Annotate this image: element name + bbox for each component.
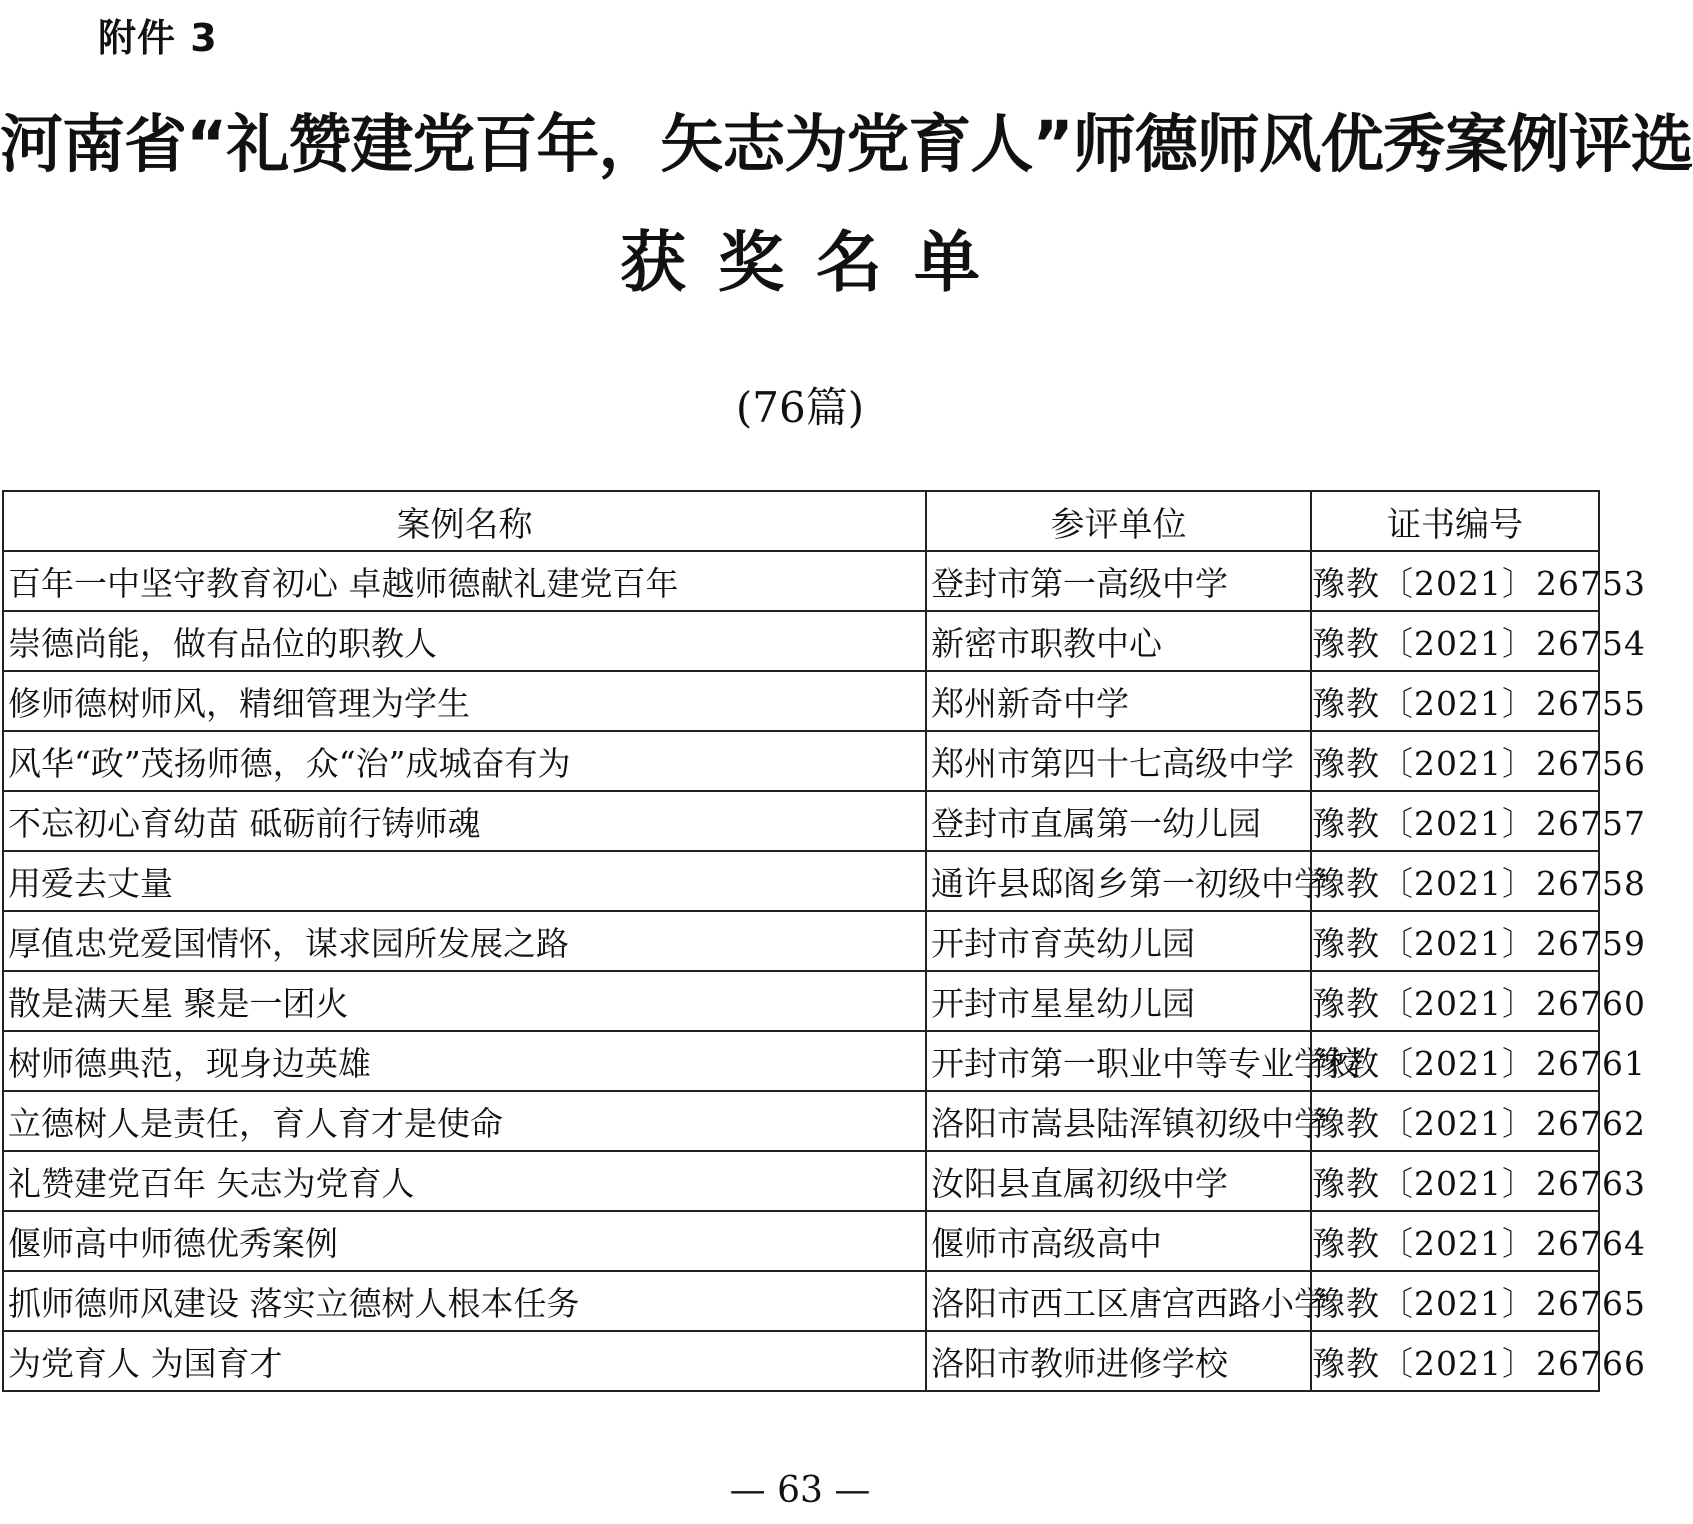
table-row xyxy=(3,971,1599,1031)
unit-cell: 新密市职教中心 xyxy=(926,611,1311,671)
document-title: 河南省“礼赞建党百年，矢志为党育人”师德师风优秀案例评选 xyxy=(0,108,1693,181)
certificate-number-cell: 豫教〔2021〕26755 xyxy=(1311,671,1599,731)
unit-cell: 通许县邸阁乡第一初级中学 xyxy=(926,851,1311,911)
column-header-case-name: 案例名称 xyxy=(3,491,926,551)
case-name-cell: 散是满天星 聚是一团火 xyxy=(3,971,926,1031)
certificate-number-cell: 豫教〔2021〕26758 xyxy=(1311,851,1599,911)
table-row xyxy=(3,1331,1599,1391)
attachment-label: 附件 3 xyxy=(98,16,218,60)
certificate-number-cell: 豫教〔2021〕26762 xyxy=(1311,1091,1599,1151)
table-header xyxy=(3,491,1599,551)
unit-cell: 开封市第一职业中等专业学校 xyxy=(926,1031,1311,1091)
certificate-number-cell: 豫教〔2021〕26760 xyxy=(1311,971,1599,1031)
awards-table xyxy=(2,490,1646,1392)
case-name-cell: 礼赞建党百年 矢志为党育人 xyxy=(3,1151,926,1211)
case-name-cell: 用爱去丈量 xyxy=(3,851,926,911)
unit-cell: 开封市星星幼儿园 xyxy=(926,971,1311,1031)
unit-cell: 郑州市第四十七高级中学 xyxy=(926,731,1311,791)
table-row xyxy=(3,1211,1599,1271)
unit-cell: 洛阳市教师进修学校 xyxy=(926,1331,1311,1391)
column-header-unit: 参评单位 xyxy=(926,491,1311,551)
case-name-cell: 修师德树师风，精细管理为学生 xyxy=(3,671,926,731)
unit-cell: 开封市育英幼儿园 xyxy=(926,911,1311,971)
unit-cell: 洛阳市嵩县陆浑镇初级中学 xyxy=(926,1091,1311,1151)
table-row xyxy=(3,611,1599,671)
document-subtitle: 获奖名单 xyxy=(620,224,1012,301)
unit-cell: 洛阳市西工区唐宫西路小学 xyxy=(926,1271,1311,1331)
unit-cell: 汝阳县直属初级中学 xyxy=(926,1151,1311,1211)
case-name-cell: 厚值忠党爱国情怀，谋求园所发展之路 xyxy=(3,911,926,971)
unit-cell: 登封市直属第一幼儿园 xyxy=(926,791,1311,851)
certificate-number-cell: 豫教〔2021〕26763 xyxy=(1311,1151,1599,1211)
case-name-cell: 崇德尚能，做有品位的职教人 xyxy=(3,611,926,671)
case-name-cell: 偃师高中师德优秀案例 xyxy=(3,1211,926,1271)
table-row xyxy=(3,1271,1599,1331)
page-number: — 63 — xyxy=(729,1470,871,1511)
table-row xyxy=(3,791,1599,851)
certificate-number-cell: 豫教〔2021〕26759 xyxy=(1311,911,1599,971)
table-row xyxy=(3,1151,1599,1211)
table-row xyxy=(3,1091,1599,1151)
header-row xyxy=(3,491,1599,551)
certificate-number-cell: 豫教〔2021〕26756 xyxy=(1311,731,1599,791)
unit-cell: 登封市第一高级中学 xyxy=(926,551,1311,611)
table-row xyxy=(3,551,1599,611)
table-row xyxy=(3,731,1599,791)
table-row xyxy=(3,911,1599,971)
certificate-number-cell: 豫教〔2021〕26764 xyxy=(1311,1211,1599,1271)
certificate-number-cell: 豫教〔2021〕26753 xyxy=(1311,551,1599,611)
entry-count: (76篇) xyxy=(735,383,865,432)
table-row xyxy=(3,671,1599,731)
certificate-number-cell: 豫教〔2021〕26766 xyxy=(1311,1331,1599,1391)
certificate-number-cell: 豫教〔2021〕26757 xyxy=(1311,791,1599,851)
unit-cell: 郑州新奇中学 xyxy=(926,671,1311,731)
case-name-cell: 树师德典范，现身边英雄 xyxy=(3,1031,926,1091)
case-name-cell: 风华“政”茂扬师德，众“治”成城奋有为 xyxy=(3,731,926,791)
certificate-number-cell: 豫教〔2021〕26761 xyxy=(1311,1031,1599,1091)
case-name-cell: 百年一中坚守教育初心 卓越师德献礼建党百年 xyxy=(3,551,926,611)
case-name-cell: 为党育人 为国育才 xyxy=(3,1331,926,1391)
table-body xyxy=(3,551,1646,1391)
table-row xyxy=(3,851,1599,911)
case-name-cell: 立德树人是责任，育人育才是使命 xyxy=(3,1091,926,1151)
certificate-number-cell: 豫教〔2021〕26754 xyxy=(1311,611,1599,671)
unit-cell: 偃师市高级高中 xyxy=(926,1211,1311,1271)
case-name-cell: 不忘初心育幼苗 砥砺前行铸师魂 xyxy=(3,791,926,851)
certificate-number-cell: 豫教〔2021〕26765 xyxy=(1311,1271,1599,1331)
case-name-cell: 抓师德师风建设 落实立德树人根本任务 xyxy=(3,1271,926,1331)
table-row xyxy=(3,1031,1599,1091)
column-header-certificate: 证书编号 xyxy=(1311,491,1599,551)
